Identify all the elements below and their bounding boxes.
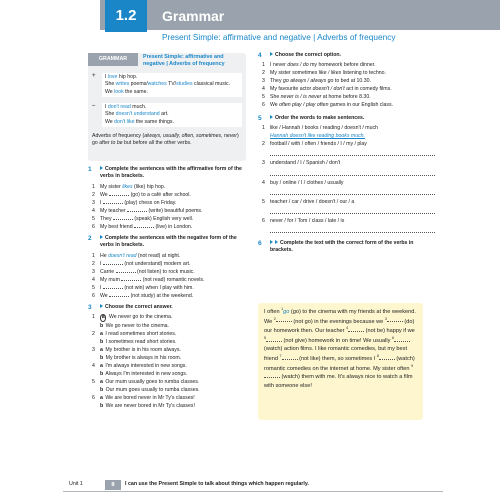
list-item: 2 I (not understand) modern art. (92, 260, 191, 267)
list-item: 6 never / for / Tom / class / late / is (262, 217, 345, 224)
answer-blank[interactable] (348, 331, 364, 332)
list-item: 4 buy / online / I / clothes / usually (262, 179, 344, 186)
list-item: 6 We (not study) at the weekend. (92, 293, 194, 300)
choice-item: 5 a Our mum usually goes to rumba classes. (92, 379, 200, 386)
choice-item: b We go never to the cinema. (100, 322, 169, 329)
example-answer: Hannah doesn't like reading books much. (270, 133, 366, 140)
option-a[interactable]: a (100, 363, 103, 370)
list-item: 3 understand / I / Spanish / don't (262, 160, 341, 167)
list-item: 6 We often play / play often games in our English class. (262, 102, 394, 109)
left-column (88, 166, 250, 410)
answer-line[interactable] (270, 168, 435, 176)
list-item: 5 They (speak) English very well. (92, 215, 194, 222)
grammar-title: Present Simple: affirmative and negative | Adverbs of frequency (143, 54, 225, 67)
adverbs-note: Adverbs of frequency (always, usually, often, sometimes, never) go after to be but before all the other verbs. (92, 133, 239, 147)
exercise-5 (258, 115, 430, 232)
arrow-icon (275, 240, 278, 244)
choice-item: 6 a We are bored never in Mr Ty's classes! (92, 395, 195, 402)
list-item: 3 Carrie (not listen) to rock music. (92, 268, 195, 275)
answer-blank[interactable] (121, 280, 141, 281)
list-item: 4 My teacher (write) beautiful poems. (92, 207, 203, 214)
list-item: 4 My favourite actor doesn't / don't act in comedy films. (262, 86, 392, 93)
exercise-number: 2 (88, 235, 92, 243)
exercise-2 (88, 235, 250, 300)
choice-item: b We are never bored in Mr Ty's classes! (100, 403, 195, 410)
list-item: 6 My best friend (live) in London. (92, 224, 193, 230)
answer-line[interactable] (270, 206, 435, 214)
answer-blank[interactable] (134, 227, 154, 228)
option-choice[interactable]: does / do (287, 61, 309, 68)
exercise-3 (88, 304, 250, 410)
exercise-2-instruction: 2 Complete the sentences with the negative form of the verbs in brackets. (88, 235, 237, 248)
negative-line: We don't like the same things. (105, 118, 174, 125)
list-item (258, 132, 430, 140)
affirmative-line: She writes poems/watches TV/studies classical music. (105, 81, 231, 88)
option-choice[interactable]: often play / play often (279, 102, 329, 109)
answer-blank[interactable] (276, 321, 292, 322)
right-column (258, 52, 430, 253)
exercise-1 (88, 166, 250, 231)
answer-blank[interactable] (127, 211, 147, 212)
affirmative-examples (102, 73, 242, 97)
option-b[interactable]: b (100, 371, 104, 378)
answer-blank[interactable] (264, 377, 280, 378)
option-b[interactable]: b (100, 387, 104, 394)
list-item: 5 I (not win) when I play with him. (92, 285, 194, 291)
example-answer: likes (122, 183, 133, 190)
banner-stripe (100, 0, 500, 30)
list-item: 5 She never is / is never at home before 8.30. (262, 94, 371, 101)
list-item: 1 My sister likes (like) hip hop. (92, 183, 166, 190)
list-item: 1 I never does / do my homework before dinner. (262, 61, 376, 68)
exercise-number: 6 (258, 239, 262, 247)
option-choice[interactable]: never is / is never (280, 94, 322, 101)
example-answer: doesn't read (108, 252, 137, 259)
choice-item: b My brother is always in his room. (100, 355, 182, 362)
choice-item: 4 a I'm always interested in new songs. (92, 363, 187, 370)
list-item: 3 I (play) chess on Friday. (92, 199, 177, 206)
answer-blank[interactable] (394, 341, 410, 342)
answer-blank[interactable] (109, 195, 129, 196)
choice-item: 3 a My brother is in his room always. (92, 346, 181, 353)
answer-blank[interactable] (116, 272, 136, 273)
answer-line[interactable] (270, 148, 435, 156)
list-item: 5 teacher / car / drive / doesn't / our / a (262, 198, 355, 205)
arrow-icon (100, 304, 103, 308)
arrow-icon (270, 52, 273, 56)
footer-divider (63, 491, 443, 492)
plus-sign: + (92, 73, 96, 79)
answer-blank[interactable] (103, 264, 123, 265)
answer-line[interactable] (270, 187, 435, 195)
answer-line[interactable] (270, 225, 435, 233)
can-do-statement: I can use the Present Simple to talk about things which happen regularly. (125, 481, 309, 487)
option-b[interactable]: b (100, 322, 104, 329)
negative-line: I don't read much. (105, 104, 147, 110)
option-a[interactable]: a (100, 330, 103, 337)
affirmative-line: We look the same. (105, 88, 148, 95)
answer-blank[interactable] (113, 219, 133, 220)
list-item: 1 He doesn't read (not read) at night. (92, 252, 181, 259)
choice-item: b Our mum goes usually to rumba classes. (100, 387, 200, 394)
list-item: 2 My sister sometimes like / likes listening to techno. (262, 70, 386, 76)
page-number: 8 (105, 480, 121, 490)
list-item: 1 like / Hannah / books / reading / doesn't / much (262, 125, 378, 132)
page-title: Grammar (162, 8, 225, 24)
exercise-4 (258, 52, 430, 109)
affirmative-line: I love hip hop. (105, 74, 138, 80)
page-banner (0, 0, 500, 52)
exercise-number: 1 (88, 166, 92, 173)
list-item: 3 They go always / always go to bed at 10.30. (262, 78, 371, 85)
answer-blank[interactable] (379, 359, 395, 360)
option-a[interactable]: a (100, 346, 103, 353)
exercise-number: 4 (258, 52, 262, 59)
grammar-box (88, 53, 246, 161)
list-item: 4 My mum (not read) romantic novels. (92, 276, 205, 283)
choice-item: 2 a I read sometimes short stories. (92, 330, 177, 337)
answer-blank[interactable] (109, 296, 129, 297)
option-a[interactable]: a (100, 395, 103, 402)
option-b[interactable]: b (100, 403, 104, 410)
option-b[interactable]: b (100, 355, 104, 362)
option-a[interactable]: a (100, 379, 103, 386)
arrow-icon (100, 235, 103, 239)
grammar-tab: GRAMMAR (88, 53, 138, 66)
option-choice[interactable]: doesn't / don't (312, 86, 345, 93)
negative-line: She doesn't understand art. (105, 111, 169, 118)
list-item: 2 We (go) to a café after school. (92, 191, 191, 198)
answer-blank[interactable] (266, 341, 282, 342)
page-subtitle: Present Simple: affirmative and negative | Adverbs of frequency (162, 32, 396, 42)
option-choice[interactable]: like / likes (318, 70, 342, 76)
exercise-5-instruction: 5 Order the words to make sentences. (258, 115, 365, 123)
arrow-icon (270, 115, 273, 119)
page-footer (63, 480, 443, 490)
exercise-number: 3 (88, 304, 92, 312)
answer-blank[interactable] (387, 321, 403, 322)
exercise-1-instruction: 1 Complete the sentences with the affirmative form of the verbs in brackets. (88, 166, 242, 179)
exercise-6-text: I often $^1$go (go) to the cinema with my friends at the weekend. We $^2$ (not go) in the evenings because we $^3$ (do) our homework then. Our teacher $^4$ (not be) happy if we $^5$ (not give) homework in on time! We usually $^6$ (watch) action films. I like romantic comedies, but my best friend $^7$ (not like) them, so sometimes I $^8$ (watch) romantic comedies on the internet at home. My sister often $^9$ (watch) them with me. It's always nice to watch a film with someone else! (258, 303, 423, 420)
option-a-circled[interactable]: a (101, 314, 105, 321)
exercise-4-instruction: 4 Choose the correct option. (258, 52, 342, 59)
negative-examples (102, 103, 242, 127)
arrow-icon (270, 240, 273, 244)
exercise-number: 5 (258, 115, 262, 123)
list-item: 2 football / with / often / friends / I / my / play (262, 141, 367, 148)
example-answer: go (283, 308, 290, 315)
arrow-icon (100, 166, 103, 170)
answer-blank[interactable] (282, 359, 298, 360)
answer-blank[interactable] (103, 203, 123, 204)
option-b[interactable]: b (100, 338, 104, 345)
section-number: 1.2 (115, 7, 137, 24)
unit-label: Unit 1 (69, 481, 83, 487)
answer-blank[interactable] (103, 288, 123, 289)
exercise-6-instruction: 6 Complete the text with the correct form of the verbs in brackets. (258, 239, 414, 253)
choice-item: b Always I'm interested in new songs. (100, 371, 188, 378)
choice-item: b I sometimes read short stories. (100, 338, 177, 345)
exercise-3-instruction: 3 Choose the correct answer. (88, 304, 173, 312)
option-choice[interactable]: go always / always go (282, 78, 334, 85)
choice-item: 1 a We never go to the cinema. (92, 314, 173, 321)
minus-sign: – (92, 103, 96, 109)
